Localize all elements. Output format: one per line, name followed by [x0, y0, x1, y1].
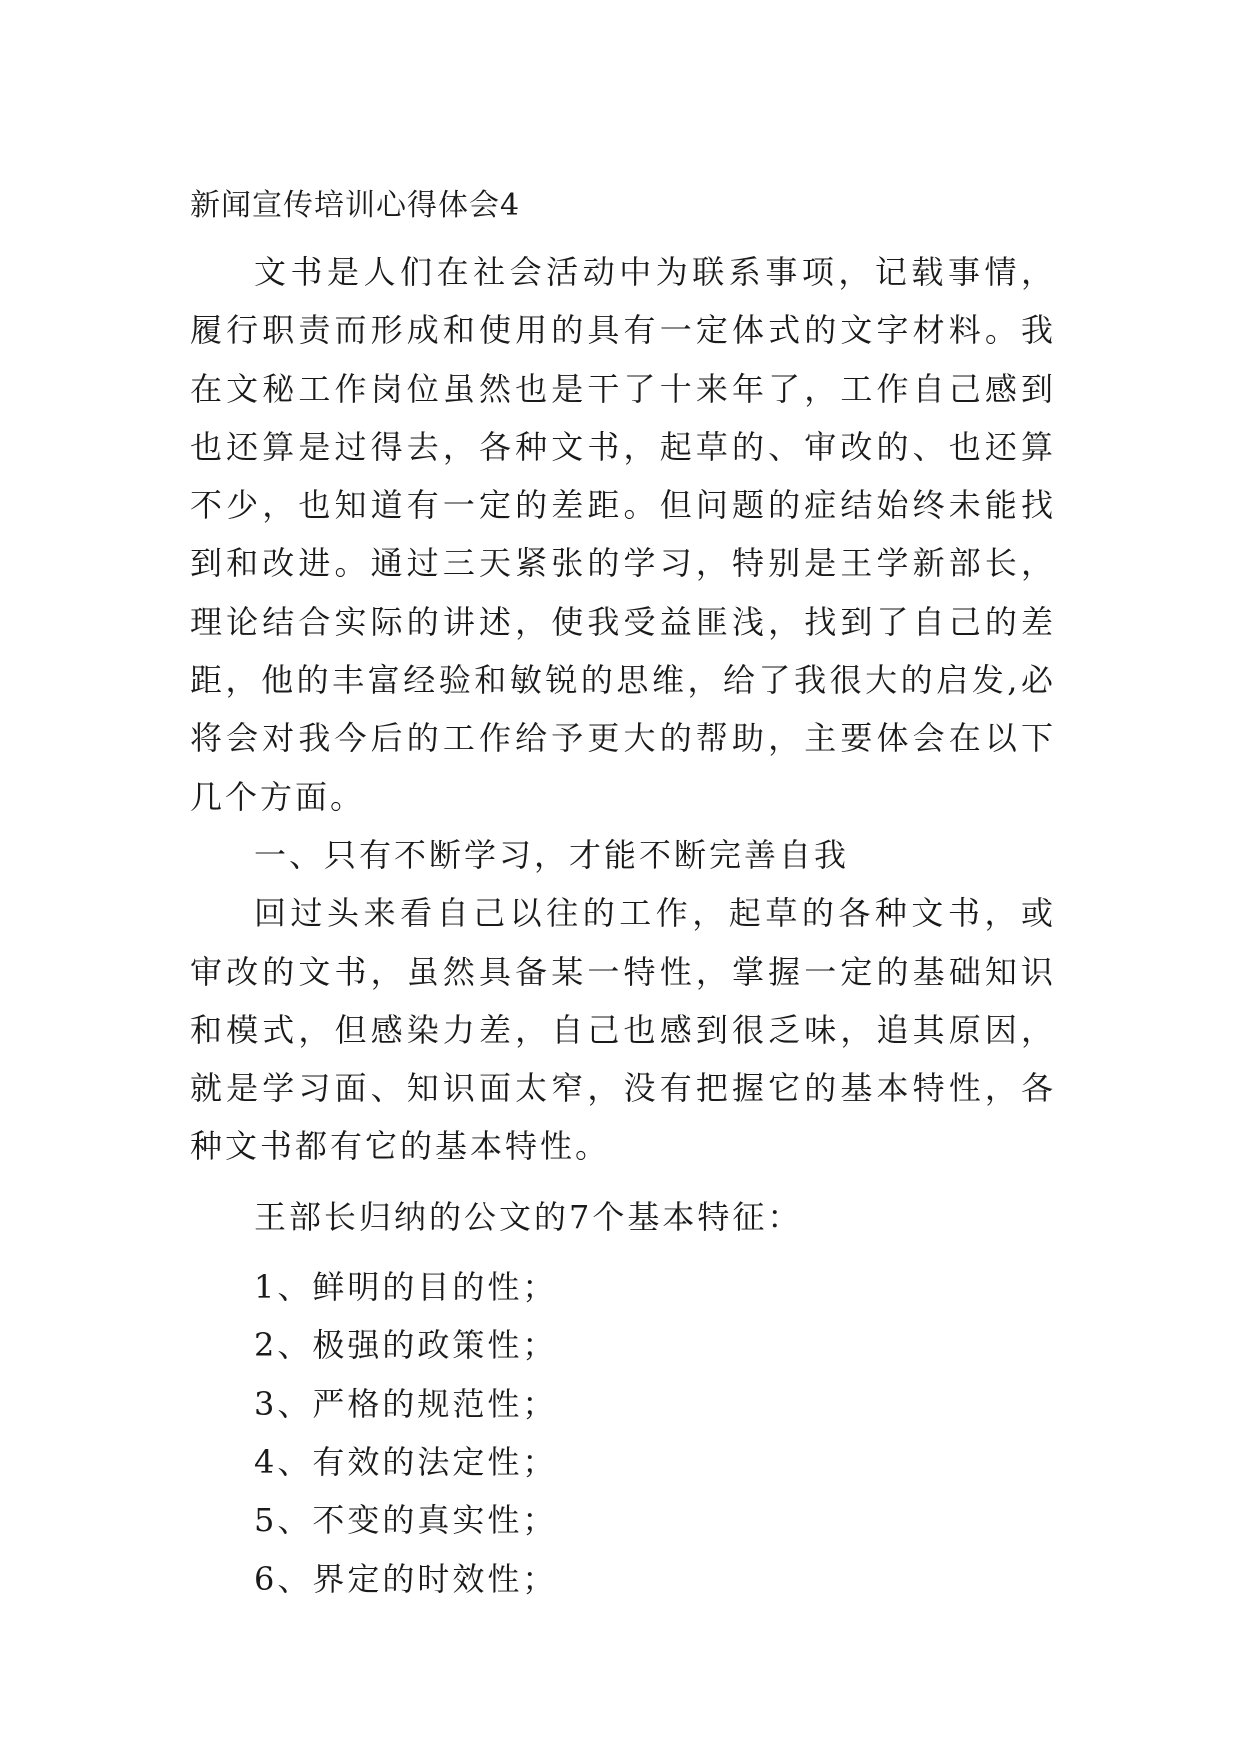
list-item: 3、严格的规范性；: [254, 1384, 558, 1423]
list-item: 4、有效的法定性；: [254, 1442, 558, 1481]
paragraph-gap: [190, 1246, 1056, 1258]
list-item: 5、不变的真实性；: [254, 1501, 558, 1540]
document-body: [190, 186, 1056, 1608]
paragraph-intro: 文书是人们在社会活动中为联系事项，记载事情，履行职责而形成和使用的具有一定体式的文字材料。我在文秘工作岗位虽然也是干了十来年了，工作自己感到也还算是过得去，各种文书，起草的、审改的、也还算不少，也知道有一定的差距。但问题的症结始终未能找到和改进。通过三天紧张的学习，特别是王学新部长，理论结合实际的讲述，使我受益匪浅，找到了自己的差距，他的丰富经验和敏锐的思维，给了我很大的启发,必将会对我今后的工作给予更大的帮助，主要体会在以下几个方面。: [190, 253, 1056, 816]
list-item: 1、鲜明的目的性；: [254, 1268, 558, 1307]
list-item: 2、极强的政策性；: [254, 1326, 558, 1365]
list-item: 6、界定的时效性；: [254, 1559, 558, 1598]
list-intro: 王部长归纳的公文的7个基本特征：: [254, 1197, 803, 1236]
paragraph-review: 回过头来看自己以往的工作，起草的各种文书，或审改的文书，虽然具备某一特性，掌握一定的基础知识和模式，但感染力差，自己也感到很乏味，追其原因，就是学习面、知识面太窄，没有把握它的基本特性，各种文书都有它的基本特性。: [190, 894, 1056, 1166]
section-heading-1: 一、只有不断学习，才能不断完善自我: [254, 835, 850, 874]
paragraph-gap: [190, 1176, 1056, 1188]
document-title: 新闻宣传培训心得体会4: [190, 188, 521, 223]
